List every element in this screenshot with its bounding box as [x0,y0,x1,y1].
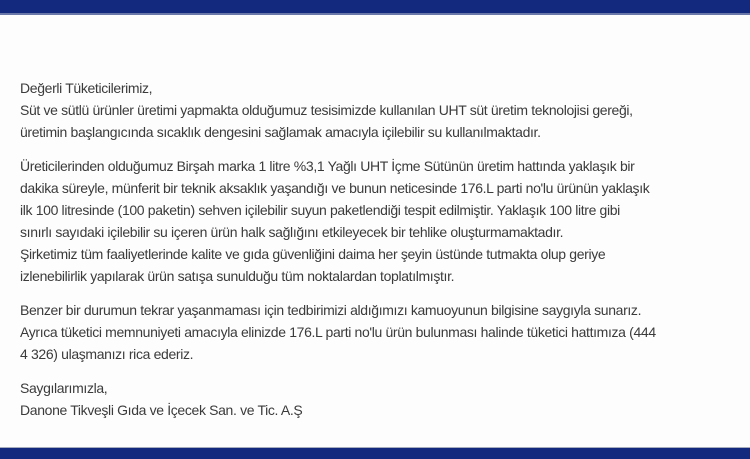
text-line: Süt ve sütlü ürünler üretimi yapmakta olduğumuz tesisimizde kullanılan UHT süt üretim teknolojisi gereği, [20,102,633,118]
text-line: 4 326) ulaşmanızı rica ederiz. [20,346,194,362]
text-line: dakika süreyle, münferit bir teknik aksaklık yaşandığı ve bunun neticesinde 176.L parti no'lu ürünün yaklaşık [20,180,650,196]
text-line: sınırlı sayıdaki içilebilir su içeren ürün halk sağlığını etkileyecek bir tehlike oluşturmamaktadır. [20,224,564,240]
text-line: ilk 100 litresinde (100 paketin) sehven içilebilir suyun paketlendiği tespit edilmiştir. Yaklaşık 100 litre gibi [20,202,620,218]
text-line: üretimin başlangıcında sıcaklık dengesini sağlamak amacıyla içilebilir su kullanılmaktadır. [20,124,541,140]
bottom-accent-bar [0,447,750,459]
text-line: izlenebilirlik yapılarak ürün satışa sunulduğu tüm noktalardan toplatılmıştır. [20,268,455,284]
signature-block [20,377,738,421]
text-line: Ayrıca tüketici memnuniyeti amacıyla elinizde 176.L parti no'lu ürün bulunması halinde tüketici hattımıza (444 [20,324,656,340]
announcement-body [0,15,750,447]
text-line: Şirketimiz tüm faaliyetlerinde kalite ve gıda güvenliğini daima her şeyin üstünde tutmakta olup geriye [20,246,606,262]
closing-salutation: Saygılarımızla, [20,380,108,396]
text-line: Benzer bir durumun tekrar yaşanmaması için tedbirimizi aldığımızı kamuoyunun bilgisine saygıyla sunarız. [20,302,642,318]
company-name: Danone Tikveşli Gıda ve İçecek San. ve Tic. A.Ş [20,402,303,418]
apology-paragraph [20,299,738,365]
incident-paragraph [20,155,738,287]
text-line: Üreticilerinden olduğumuz Birşah marka 1 litre %3,1 Yağlı UHT İçme Sütünün üretim hattında yaklaşık bir [20,158,635,174]
greeting-paragraph [20,77,738,143]
top-accent-bar [0,0,750,15]
salutation: Değerli Tüketicilerimiz, [20,80,153,96]
